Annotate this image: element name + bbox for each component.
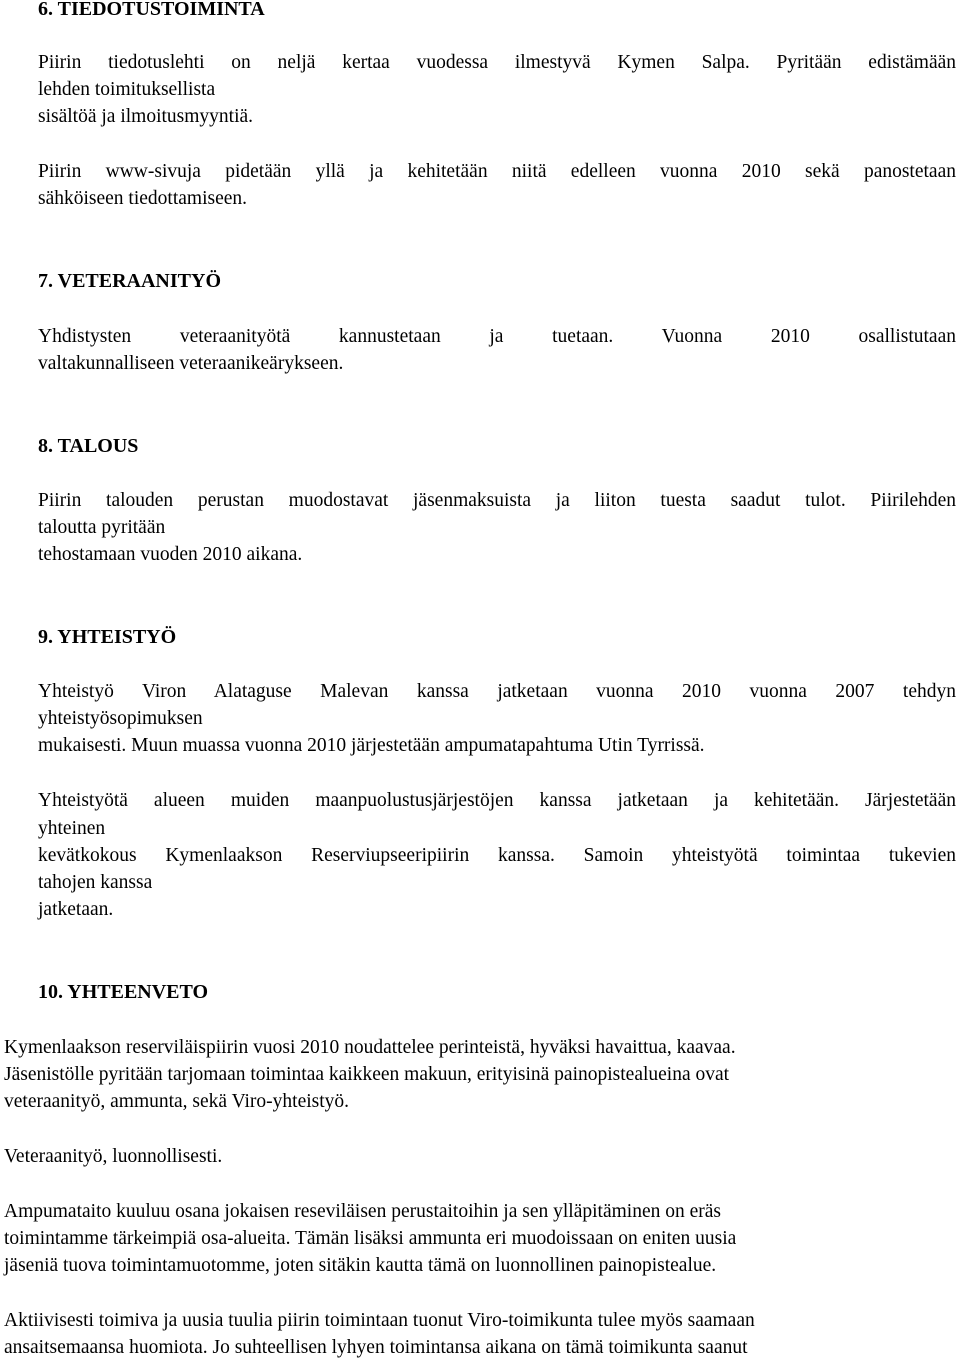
paragraph-line: lehden toimituksellista (38, 79, 216, 100)
paragraph-line: yhteistyösopimuksen (38, 708, 203, 729)
paragraph-line: jäseniä tuova toimintamuotomme, joten sitäkin kautta tämä on luonnollinen painopistealue. (4, 1255, 717, 1276)
paragraph-line: mukaisesti. Muun muassa vuonna 2010 järjestetään ampumatapahtuma Utin Tyrrissä. (38, 735, 705, 756)
paragraph-line: toimintamme tärkeimpiä osa-alueita. Tämän lisäksi ammunta eri muodoissaan on eniten uusia (4, 1228, 737, 1249)
paragraph-line: taloutta pyritään (38, 517, 166, 538)
paragraph-line: kevätkokous Kymenlaakson Reserviupseeripiirin kanssa. Samoin yhteistyötä toimintaa tukevien (38, 845, 956, 866)
paragraph-line: ansaitsemaansa huomiota. Jo suhteellisen lyhyen toimintansa aikana on tämä toimikunta saanut (4, 1337, 748, 1358)
heading-talous: 8. TALOUS (38, 435, 139, 457)
paragraph-line: jatketaan. (38, 899, 114, 920)
paragraph-line: Aktiivisesti toimiva ja uusia tuulia piirin toimintaan tuonut Viro-toimikunta tulee myös saamaan (4, 1310, 755, 1331)
paragraph-line: sisältöä ja ilmoitusmyyntiä. (38, 106, 254, 127)
paragraph-line: sähköiseen tiedottamiseen. (38, 188, 248, 209)
paragraph-line: Piirin www-sivuja pidetään yllä ja kehitetään niitä edelleen vuonna 2010 sekä panostetaan (38, 161, 956, 182)
paragraph-line: Yhteistyötä alueen muiden maanpuolustusjärjestöjen kanssa jatketaan ja kehitetään. Järjestetään (38, 790, 956, 811)
paragraph-line: Yhteistyö Viron Alataguse Malevan kanssa jatketaan vuonna 2010 vuonna 2007 tehdyn (38, 681, 956, 702)
paragraph-line: tahojen kanssa (38, 872, 153, 893)
paragraph-line: valtakunnalliseen veteraanikeärykseen. (38, 353, 344, 374)
paragraph-line: Ampumataito kuuluu osana jokaisen reseviläisen perustaitoihin ja sen ylläpitäminen on eräs (4, 1201, 721, 1222)
paragraph-line: Piirin tiedotuslehti on neljä kertaa vuodessa ilmestyvä Kymen Salpa. Pyritään edistämään (38, 52, 956, 73)
paragraph-line: Veteraanityö, luonnollisesti. (4, 1146, 223, 1167)
paragraph-line: Piirin talouden perustan muodostavat jäsenmaksuista ja liiton tuesta saadut tulot. Piirilehden (38, 490, 956, 511)
paragraph-line: veteraanityö, ammunta, sekä Viro-yhteistyö. (4, 1091, 350, 1112)
heading-yhteenveto: 10. YHTEENVETO (38, 981, 209, 1003)
paragraph-line: yhteinen (38, 818, 106, 839)
heading-yhteistyo: 9. YHTEISTYÖ (38, 626, 177, 648)
heading-tiedotustoiminta: 6. TIEDOTUSTOIMINTA (38, 0, 265, 20)
heading-veteraanityo: 7. VETERAANITYÖ (38, 270, 221, 292)
paragraph-line: tehostamaan vuoden 2010 aikana. (38, 544, 303, 565)
paragraph-line: Jäsenistölle pyritään tarjomaan toimintaa kaikkeen makuun, erityisinä painopistealueina ovat (4, 1064, 730, 1085)
paragraph-line: Kymenlaakson reserviläispiirin vuosi 2010 noudattelee perinteistä, hyväksi havaittua, kaavaa. (4, 1037, 736, 1058)
paragraph-line: Yhdistysten veteraanityötä kannustetaan ja tuetaan. Vuonna 2010 osallistutaan (38, 326, 956, 347)
